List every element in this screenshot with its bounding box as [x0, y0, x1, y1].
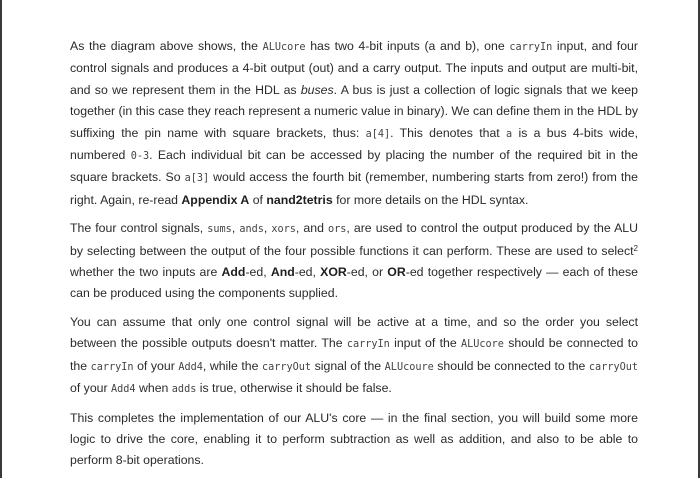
- code-xors: xors: [271, 224, 296, 236]
- bold-and: And: [270, 265, 295, 280]
- code-ands: ands: [239, 224, 264, 236]
- code-carryin: carryIn: [346, 339, 390, 351]
- left-page-edge: [0, 0, 2, 478]
- bold-nand2tetris: nand2tetris: [266, 192, 333, 207]
- text-run: -ed, or: [346, 265, 388, 280]
- text-run: of your: [70, 381, 112, 396]
- text-run: of: [249, 192, 267, 207]
- text-run: -ed together respectively — each of these can be produced using the components supplied.: [70, 265, 639, 301]
- text-run: input of the: [389, 336, 461, 351]
- paragraph-conclusion: [70, 408, 638, 472]
- text-run: ,: [231, 221, 240, 236]
- text-run: is a bus 4-bits wide, numbered: [70, 125, 638, 163]
- text-run: -ed,: [245, 265, 271, 280]
- code-carryin: carryIn: [509, 42, 553, 53]
- code-alucore: ALUcore: [262, 42, 306, 53]
- text-run: has two 4-bit inputs (a and b), one: [305, 39, 510, 53]
- code-ors: ors: [327, 224, 347, 236]
- code-a: a: [506, 128, 513, 140]
- text-run: The four control signals,: [70, 221, 208, 236]
- text-run: As the diagram above shows, the: [70, 39, 263, 53]
- text-run: , and: [295, 221, 328, 236]
- paragraph-control-signals: [70, 218, 638, 305]
- code-a3: a[3]: [184, 173, 210, 185]
- document-body: [70, 36, 638, 478]
- text-run: signal of the: [311, 358, 385, 373]
- code-range-0-3: 0-3: [130, 151, 150, 163]
- text-run: should be connected to the: [433, 358, 589, 373]
- text-run: ,: [263, 221, 272, 236]
- code-alucoure: ALUcoure: [384, 361, 434, 373]
- bold-xor: XOR: [320, 265, 347, 280]
- text-run: should be connected to the: [70, 336, 638, 373]
- text-run: , are used to control the output produced by the ALU by selecting between the output of the four possible functions it can perform. These are used to select: [70, 221, 638, 258]
- text-run: . Each individual bit can be accessed by placing the number of the required bit in the square brackets. So: [70, 148, 638, 185]
- text-run: for more details on the HDL syntax.: [332, 192, 529, 207]
- code-carryout: carryOut: [262, 361, 312, 373]
- text-run: would access the fourth bit (remember, numbering starts from zero!) from the right. Again, re-read: [70, 170, 638, 207]
- code-add4: Add4: [111, 384, 136, 396]
- text-run: This completes the implementation of our ALU's core — in the final section, you will build some more logic to drive the core, enabling it to perform subtraction as well as addition, and also to be able to perform 8-bit operations.: [70, 410, 638, 468]
- footnote-marker: 2: [633, 243, 638, 253]
- code-carryin: carryIn: [90, 361, 134, 373]
- text-run: of your: [133, 358, 179, 373]
- code-adds: adds: [171, 384, 197, 396]
- code-carryout: carryOut: [588, 361, 638, 373]
- emphasis-buses: buses: [300, 82, 334, 97]
- text-run: . This denotes that: [390, 125, 507, 140]
- text-run: is true, otherwise it should be false.: [196, 381, 392, 396]
- code-bus-a4: a[4]: [365, 128, 391, 140]
- code-alucore: ALUcore: [460, 339, 504, 351]
- bold-or: OR: [387, 265, 406, 280]
- text-run: whether the two inputs are: [70, 265, 222, 280]
- text-run: when: [135, 381, 172, 396]
- text-run: , while the: [202, 358, 262, 373]
- text-run: . A bus is just a collection of logic signals that we keep together (in this case they reach represent a numeric value in binary). We can define them in the HDL by suffixing the pin name with square brackets, thus:: [70, 82, 638, 140]
- text-run: input, and four control signals and produces a 4-bit output (out) and a carry output. The inputs and output are multi-bit, and so we represent them in the HDL as: [70, 39, 638, 97]
- text-run: You can assume that only one control signal will be active at a time, and so the order you select between the possible outputs doesn't matter. The: [70, 314, 638, 351]
- code-sums: sums: [207, 224, 232, 236]
- code-add4: Add4: [178, 361, 203, 373]
- text-run: -ed,: [294, 265, 321, 280]
- bold-appendix-a: Appendix A: [181, 192, 250, 207]
- bold-add: Add: [221, 265, 246, 280]
- paragraph-carry-connections: [70, 312, 638, 401]
- paragraph-alucore-buses: [70, 36, 638, 211]
